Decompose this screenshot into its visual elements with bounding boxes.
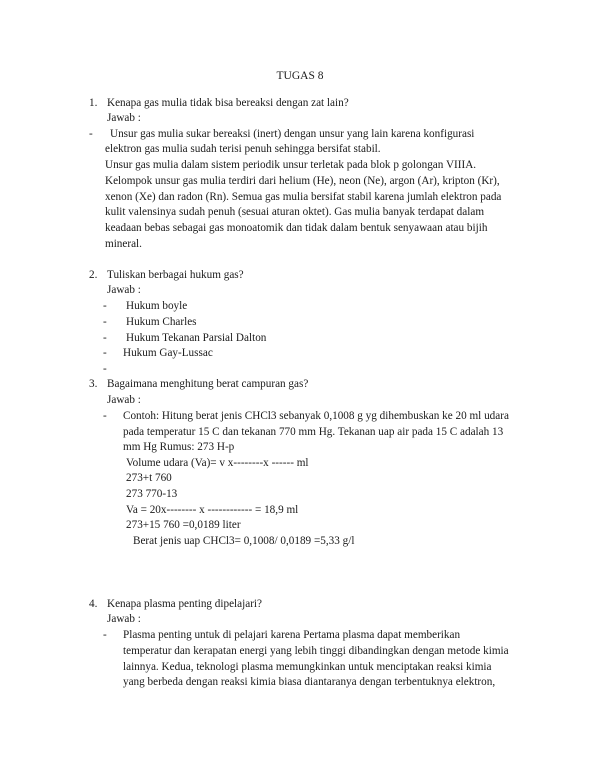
q2-jawab-label: Jawab : bbox=[107, 284, 141, 296]
q3-calc-line: Volume udara (Va)= v x--------x ------ ml bbox=[126, 457, 309, 469]
q3-calc-line: 273 770-13 bbox=[126, 488, 178, 500]
q1-question: Kenapa gas mulia tidak bisa bereaksi dengan zat lain? bbox=[107, 97, 349, 109]
q2-list-item: Hukum Tekanan Parsial Dalton bbox=[126, 332, 267, 344]
q1-answer-line: Kelompok unsur gas mulia terdiri dari helium (He), neon (Ne), argon (Ar), kripton (Kr), bbox=[105, 175, 500, 187]
q3-answer-line: pada temperatur 15 C dan tekanan 770 mm Hg. Tekanan uap air pada 15 C adalah 13 bbox=[123, 426, 504, 438]
q1-bullet: - bbox=[89, 128, 93, 140]
q4-answer-line: yang berbeda dengan reaksi kimia biasa diantaranya dengan terbentuknya elektron, bbox=[123, 676, 496, 688]
q3-question: Bagaimana menghitung berat campuran gas? bbox=[107, 378, 309, 390]
q1-answer-line: elektron gas mulia sudah terisi penuh sehingga bersifat stabil. bbox=[105, 143, 381, 155]
q4-question: Kenapa plasma penting dipelajari? bbox=[107, 598, 263, 610]
q4-bullet: - bbox=[103, 629, 107, 641]
q2-question: Tuliskan berbagai hukum gas? bbox=[107, 269, 244, 281]
q4-jawab-label: Jawab : bbox=[107, 613, 141, 625]
q1-answer-line: kulit valensinya sudah penuh (sesuai aturan oktet). Gas mulia banyak terdapat dalam bbox=[105, 206, 485, 218]
q1-answer-line: Unsur gas mulia dalam sistem periodik unsur terletak pada blok p golongan VIIIA. bbox=[105, 159, 477, 171]
q3-bullet: - bbox=[103, 410, 107, 422]
q2-number: 2. bbox=[89, 269, 98, 281]
q4-number: 4. bbox=[89, 598, 98, 610]
q1-number: 1. bbox=[89, 97, 98, 109]
q1-answer-line: Unsur gas mulia sukar bereaksi (inert) dengan unsur yang lain karena konfigurasi bbox=[110, 128, 475, 140]
q3-answer-line: mm Hg Rumus: 273 H-p bbox=[123, 441, 235, 453]
q2-bullet: - bbox=[103, 347, 107, 359]
q4-answer-line: Plasma penting untuk di pelajari karena Pertama plasma dapat memberikan bbox=[123, 629, 461, 641]
q3-answer-line: Contoh: Hitung berat jenis CHCl3 sebanyak 0,1008 g yg dihembuskan ke 20 ml udara bbox=[123, 410, 509, 422]
document-title: TUGAS 8 bbox=[276, 70, 324, 82]
q2-bullet: - bbox=[103, 363, 107, 375]
q1-answer-line: keadaan bebas sebagai gas monoatomik dan tidak dalam bentuk senyawaan atau bijih bbox=[105, 222, 488, 234]
q2-list-item: Hukum Charles bbox=[126, 316, 197, 328]
q1-answer-line: xenon (Xe) dan radon (Rn). Semua gas mulia bersifat stabil karena jumlah elektron pada bbox=[105, 191, 502, 203]
q4-answer-line: lainnya. Kedua, teknologi plasma memungkinkan untuk menciptakan reaksi kimia bbox=[123, 661, 492, 673]
q3-calc-line: Berat jenis uap CHCl3= 0,1008/ 0,0189 =5,33 g/l bbox=[133, 535, 355, 547]
q2-bullet: - bbox=[103, 332, 107, 344]
q3-number: 3. bbox=[89, 378, 98, 390]
q3-calc-line: 273+15 760 =0,0189 liter bbox=[126, 519, 241, 531]
q4-answer-line: temperatur dan kerapatan energi yang lebih tinggi dibandingkan dengan metode kimia bbox=[123, 645, 509, 657]
q1-answer-line: mineral. bbox=[105, 238, 142, 250]
q1-jawab-label: Jawab : bbox=[107, 112, 141, 124]
q2-bullet: - bbox=[103, 316, 107, 328]
q3-calc-line: 273+t 760 bbox=[126, 472, 172, 484]
q2-list-item: Hukum Gay-Lussac bbox=[123, 347, 213, 359]
q3-jawab-label: Jawab : bbox=[107, 394, 141, 406]
q3-calc-line: Va = 20x-------- x ------------ = 18,9 ml bbox=[126, 504, 299, 516]
q2-list-item: Hukum boyle bbox=[126, 300, 188, 312]
q2-bullet: - bbox=[103, 300, 107, 312]
